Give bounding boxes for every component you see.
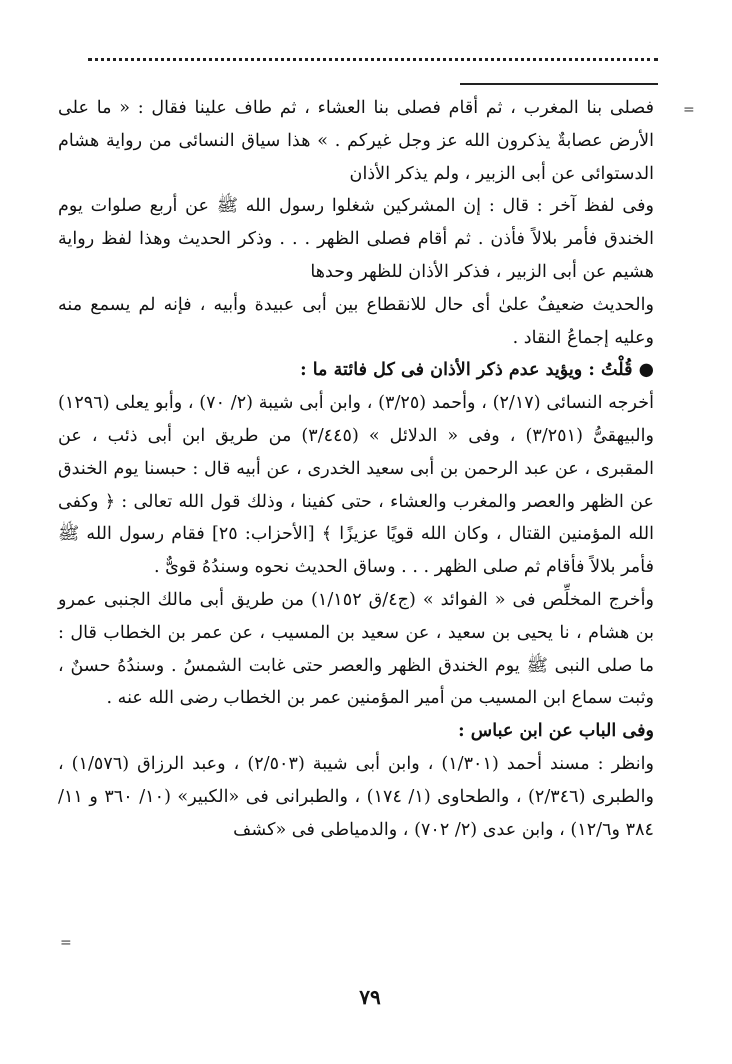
paragraph-takhrij-nasai: أخرجه النسائى (٢/١٧) ، وأحمد (٣/٢٥) ، وابن أبى شيبة (٢/ ٧٠) ، وأبو يعلى (١٢٩٦) والبيهقىُّ (٣/٢٥١) ، وفى « الدلائل » (٣/٤٤٥) من طريق ابن أبى ذئب ، عن المقبرى ، عن عبد الرحمن بن أبى سعيد الخدرى ، عن أبيه قال : حبسنا يوم الخندق عن الظهر والعصر والمغرب والعشاء ، حتى كفينا ، وذلك قول الله تعالى : ﴿ وكفى الله المؤمنين القتال ، وكان الله قويًا عزيزًا ﴾ [الأحزاب: ٢٥] فقام رسول الله ﷺ فأمر بلالاً فأقام ثم صلى الظهر . . . وساق الحديث نحوه وسندُهُ قوىٌّ .: [58, 393, 654, 578]
body-text: [58, 92, 654, 846]
margin-mark-bottom: =: [60, 935, 72, 951]
paragraph-weak-hadith: والحديث ضعيفٌ علىٰ أى حال للانقطاع بين أبى عبيدة وأبيه ، فإنه لم يسمع منه وعليه إجماعُ النقاد .: [58, 294, 654, 348]
paragraph-qultu: ● قُلْتُ : ويؤيد عدم ذكر الأذان فى كل فائتة ما :: [300, 359, 654, 381]
top-solid-rule: [460, 83, 658, 85]
section-heading-ibn-abbas: وفى الباب عن ابن عباس :: [458, 720, 654, 742]
paragraph-takhrij-mukhallis: وأخرج المخلِّص فى « الفوائد » (ج٤/ق ١/١٥٢) من طريق أبى مالك الجنبى عمرو بن هشام ، نا يحيى بن سعيد ، عن سعيد بن المسيب ، عن عمر بن الخطاب قال : ما صلى النبى ﷺ يوم الخندق الظهر والعصر حتى غابت الشمسُ . وسندُهُ حسنٌ ، وثبت سماع ابن المسيب من أمير المؤمنين عمر بن الخطاب رضى الله عنه .: [58, 589, 654, 709]
paragraph-references: وانظر : مسند أحمد (١/٣٠١) ، وابن أبى شيبة (٢/٥٠٣) ، وعبد الرزاق (١/٥٧٦) ، والطبرى (٢/٣٤٦) ، والطحاوى (١/ ١٧٤) ، والطبرانى فى «الكبير» (١٠/ ٣٦٠ و ١١/ ٣٨٤ و١٢/٦) ، وابن عدى (٢/ ٧٠٢) ، والدمياطى فى «كشف: [58, 753, 654, 840]
margin-mark-top: =: [683, 102, 695, 118]
paragraph-hadith-end: فصلى بنا المغرب ، ثم أقام فصلى بنا العشاء ، ثم طاف علينا فقال : « ما على الأرض عصابةٌ يذكرون الله عز وجل غيركم . » هذا سياق النسائى من رواية هشام الدستوائى عن أبى الزبير ، ولم يذكر الأذان: [58, 98, 654, 184]
page-number: ٧٩: [359, 985, 381, 1009]
paragraph-other-wording: وفى لفظ آخر : قال : إن المشركين شغلوا رسول الله ﷺ عن أربع صلوات يوم الخندق فأمر بلالاً فأذن . ثم أقام فصلى الظهر . . . وذكر الحديث وهذا لفظ رواية هشيم عن أبى الزبير ، فذكر الأذان للظهر وحدها: [58, 196, 654, 282]
top-dotted-rule: [88, 58, 658, 70]
